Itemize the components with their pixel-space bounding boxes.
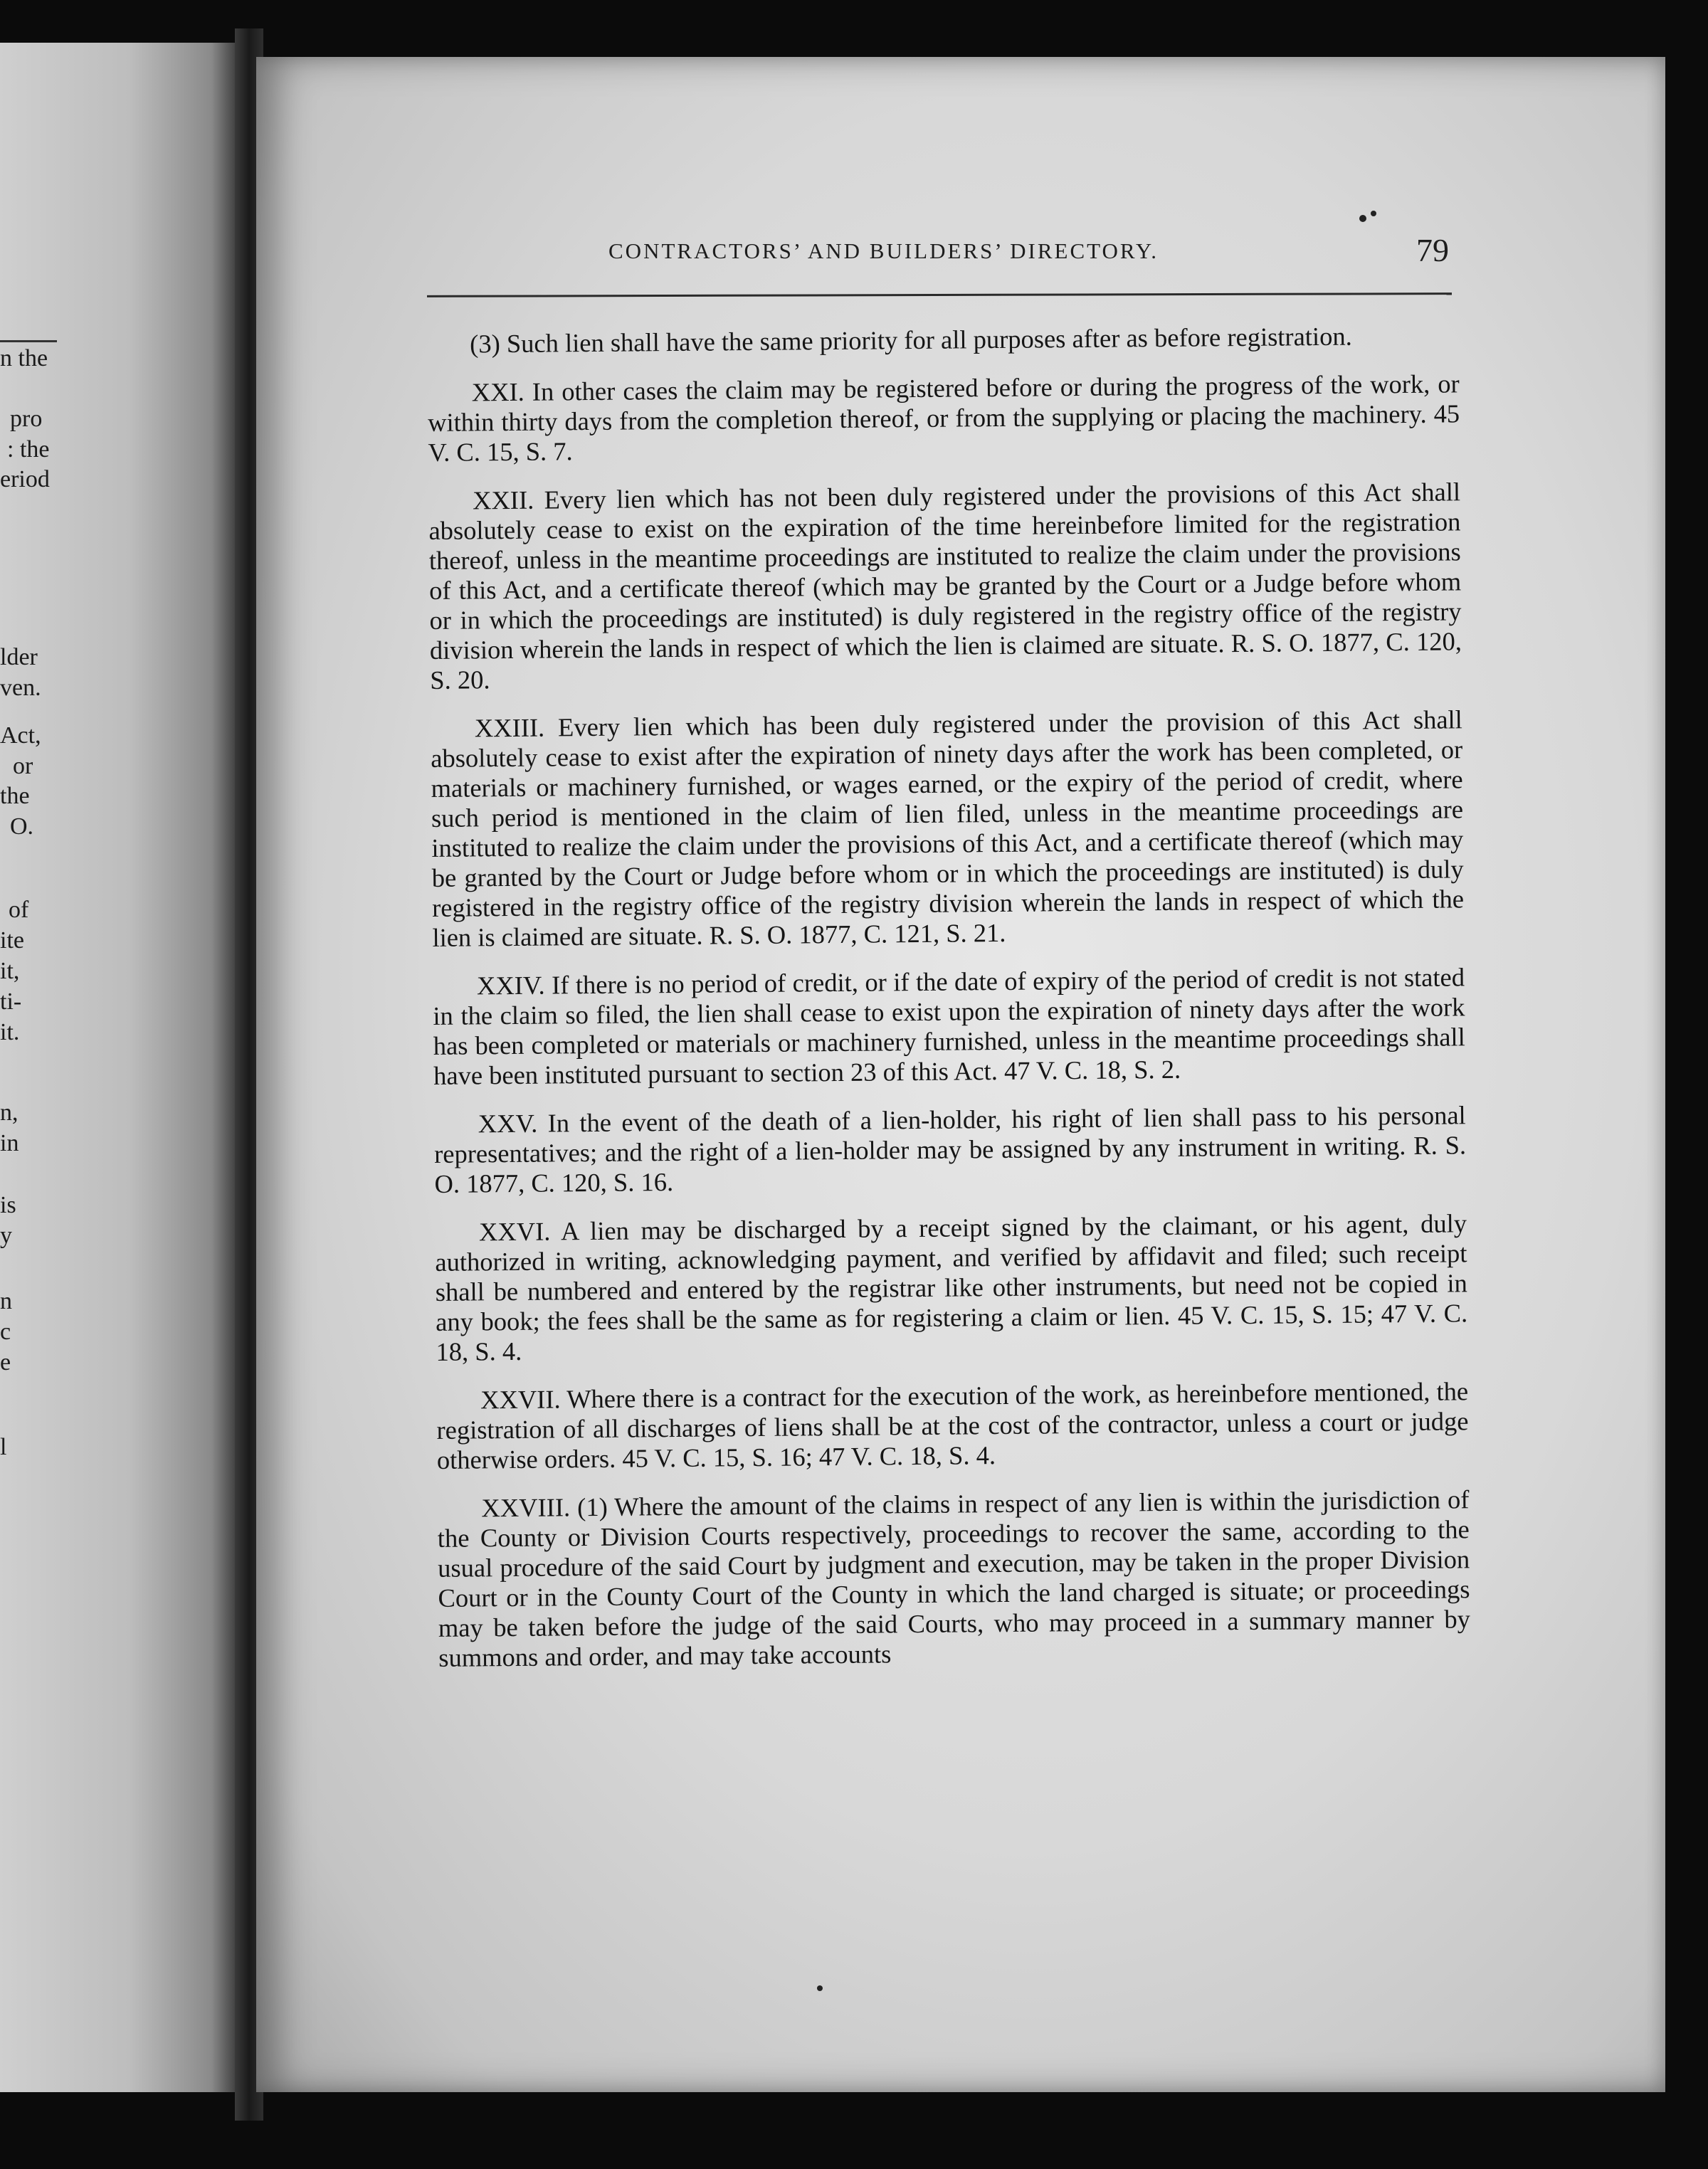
left-page-text: y (0, 1223, 12, 1249)
section-xxi: XXI. In other cases the claim may be registered before or during the progress of the work, or within thirty days from the completion thereof, or from the supplying or placing the machinery. 45 V. C. 15, S. 7. (427, 369, 1460, 467)
section-xxii: XXII. Every lien which has not been duly registered under the provisions of this Act shall absolutely cease to exist on the expiration of the time hereinbefore limited for the registration thereof, unless in the meantime proceedings are instituted to realize the claim under the provisions of this Act, and a certificate thereof (which may be granted by the Court or a Judge before whom or in which the proceedings are instituted) is duly registered in the registry office of the registry division wherein the lands in respect of which the lien is claimed are situate. R. S. O. 1877, C. 120, S. 20. (428, 477, 1462, 695)
left-page-text: n the (0, 345, 48, 371)
left-page-text: pro (10, 406, 43, 432)
left-page-text: e (0, 1349, 11, 1376)
left-page-text: : the (7, 436, 50, 463)
left-page-rule (0, 340, 57, 342)
section-xxvi: XXVI. A lien may be discharged by a receipt signed by the claimant, or his agent, duly authorized in writing, acknowledging payment, and verified by affidavit and filed; such receipt shall be numbered and entered by the registrar like other instruments, but need not be copied in any book; the fees shall be the same as for registering a claim or lien. 45 V. C. 15, S. 15; 47 V. C. 18, S. 4. (435, 1208, 1468, 1366)
section-xxviii: XXVIII. (1) Where the amount of the claims in respect of any lien is within the jurisdiction of the County or Division Courts respectively, proceedings to recover the same, according to the usual procedure of the said Court by judgment and execution, may be taken in the proper Division Court or in the County Court of the County in which the land charged is situate; or proceedings may be taken before the judge of the said Courts, who may proceed in a summary manner by summons and order, and may take accounts (437, 1484, 1471, 1672)
left-page-text: it, (0, 958, 20, 984)
left-page-text: n (0, 1288, 12, 1314)
left-page-text: l (0, 1434, 7, 1460)
paragraph-subsection-3: (3) Such lien shall have the same priority for all purposes after as before registration. (469, 321, 1352, 359)
left-page-text: eriod (0, 466, 50, 492)
left-page-text: of (9, 897, 29, 923)
left-page-text: c (0, 1319, 11, 1345)
left-page-text: the (0, 783, 30, 809)
left-page-text: in (0, 1130, 19, 1156)
left-page-text: or (13, 753, 33, 779)
left-page-text: ite (0, 927, 24, 954)
running-head: CONTRACTORS’ AND BUILDERS’ DIRECTORY. (608, 238, 1159, 263)
ink-speck (1371, 211, 1376, 216)
left-page-text: ti- (0, 988, 22, 1015)
left-page-text: it. (0, 1019, 20, 1045)
left-page-text: n, (0, 1099, 19, 1126)
section-xxvii: XXVII. Where there is a contract for the execution of the work, as hereinbefore mentioned, the registration of all discharges of liens shall be at the cost of the contractor, unless a court or judge otherwise orders. 45 V. C. 15, S. 16; 47 V. C. 18, S. 4. (436, 1376, 1469, 1474)
section-xxv: XXV. In the event of the death of a lien-holder, his right of lien shall pass to his personal representatives; and the right of a lien-holder may be assigned by any instrument in writing. R. S. O. 1877, C. 120, S. 16. (433, 1100, 1467, 1198)
left-page-text: is (0, 1192, 16, 1218)
section-xxiv: XXIV. If there is no period of credit, or if the date of expiry of the period of credit is not stated in the claim so filed, the lien shall cease to exist upon the expiration of ninety days after the work has been completed or materials or machinery furnished, unless in the meantime proceedings shall have been instituted pursuant to section 23 of this Act. 47 V. C. 18, S. 2. (433, 962, 1465, 1090)
page-number: 79 (1416, 232, 1449, 268)
section-xxiii: XXIII. Every lien which has been duly registered under the provision of this Act shall absolutely cease to exist after the expiration of ninety days after the work has been completed, or materials or machinery furnished, or wages earned, or the expiry of the period of credit, where such period is mentioned in the claim of lien filed, unless in the meantime proceedings are instituted to realize the claim under the provisions of this Act, and a certificate thereof (which may be granted by the Court or Judge before whom or in which the proceedings are instituted) is duly registered in the registry office of the registry division wherein the lands in respect of which the lien is claimed are situate. R. S. O. 1877, C. 121, S. 21. (431, 704, 1465, 952)
left-page-text: lder (0, 644, 38, 670)
facing-page-left (0, 43, 235, 2092)
statute-text (427, 320, 1471, 1692)
ink-speck (817, 1985, 823, 1991)
ink-speck (1359, 215, 1366, 222)
left-page-text: ven. (0, 675, 41, 701)
left-page-text: Act, (0, 722, 41, 749)
left-page-text: O. (10, 813, 34, 840)
